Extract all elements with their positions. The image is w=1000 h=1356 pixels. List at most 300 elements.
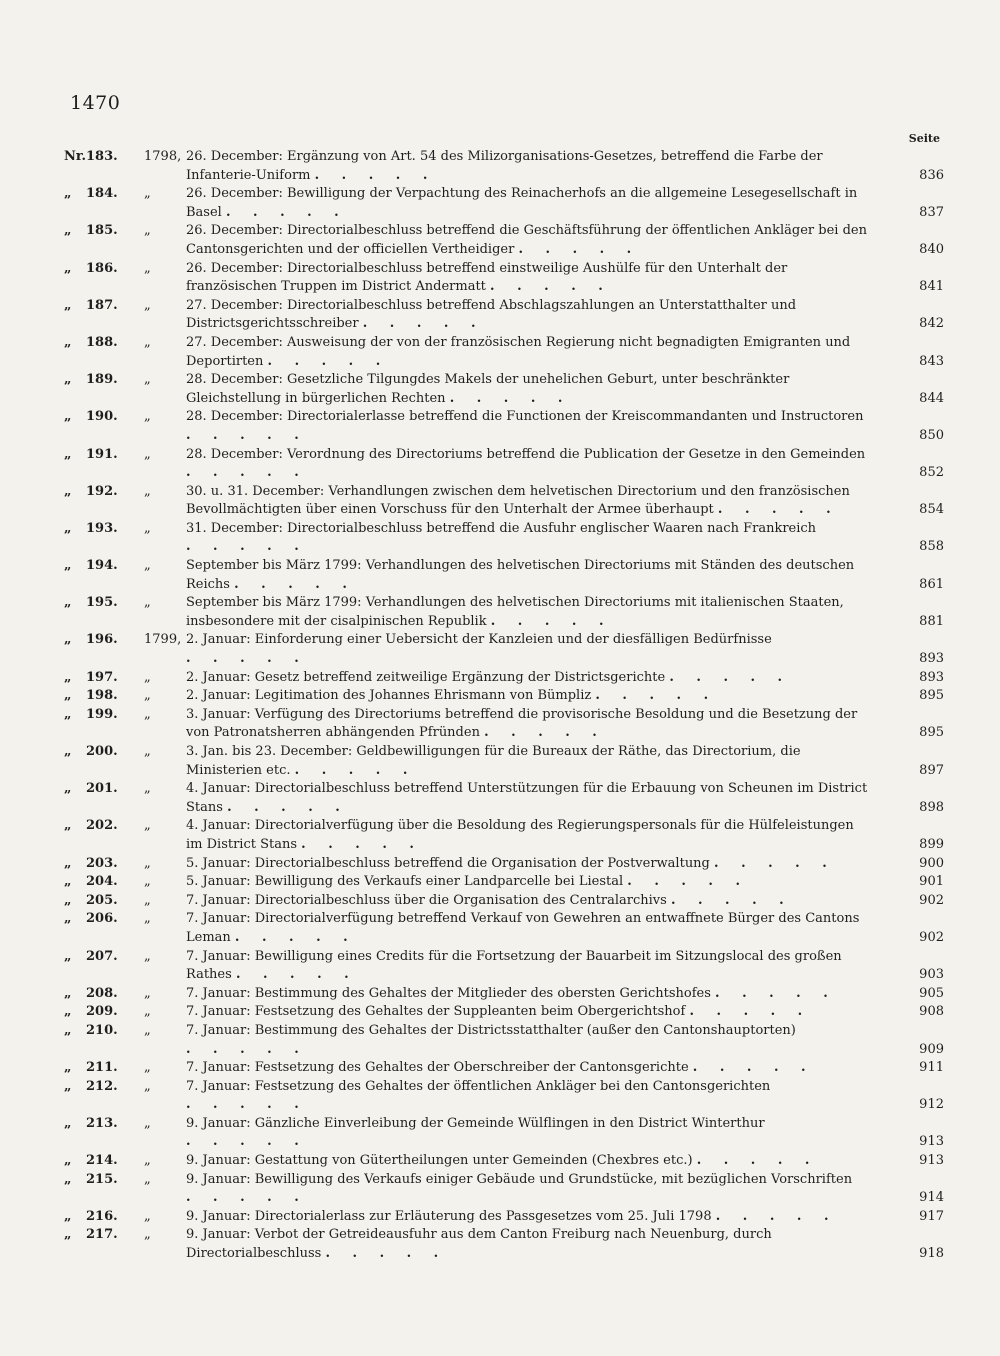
list-item [64, 594, 944, 631]
entry-body [186, 892, 874, 911]
entry-body [186, 408, 874, 445]
entry-title: Verhandlungen des helvetischen Directoriums mit italienischen Staaten, insbesondere mit der cisalpinischen Republik [186, 595, 844, 629]
list-item [64, 631, 944, 668]
entry-page: 905 [919, 985, 944, 1001]
entry-title: Gänzliche Einverleibung der Gemeinde Wülflingen in den District Winterthur [254, 1115, 765, 1131]
entry-number [64, 743, 126, 762]
entry-number-value: 211. [86, 1060, 118, 1076]
entry-number-value: 209. [86, 1004, 118, 1020]
entry-number-value: 190. [86, 409, 118, 425]
entry-title: Directorialbeschluss betreffend die Organisation der Postverwaltung [254, 855, 710, 871]
page-column-header: Seite [908, 132, 940, 145]
entry-year: 1798, [144, 149, 182, 164]
list-item [64, 1226, 944, 1263]
entry-prefix: „ [64, 744, 72, 759]
entry-number [64, 1115, 126, 1134]
entry-year: „ [144, 260, 151, 276]
entry-page: 909 [919, 1041, 944, 1057]
entry-number-value: 198. [86, 688, 118, 704]
entry-number [64, 297, 126, 316]
entry-number-value: 191. [86, 446, 118, 462]
list-item [64, 1059, 944, 1078]
entry-body [186, 855, 874, 874]
list-item [64, 222, 944, 259]
entry-body [186, 1078, 874, 1115]
entry-number [64, 260, 126, 279]
entry-number [64, 483, 126, 502]
entry-page: 898 [919, 799, 944, 815]
entry-year: „ [144, 558, 151, 574]
leader-dots: . . . . . [490, 613, 613, 629]
leader-dots: . . . . . [717, 502, 840, 518]
entry-title: Verordnung des Directoriums betreffend die Publication der Gesetze in den Gemeinden [286, 446, 866, 462]
entry-date: 28. December: [186, 409, 283, 425]
entry-date: 9. Januar: [186, 1227, 251, 1243]
entry-prefix: „ [64, 669, 72, 685]
entry-prefix: „ [64, 855, 72, 871]
entry-prefix: „ [64, 520, 72, 536]
entry-number [64, 1078, 126, 1097]
leader-dots: . . . . . [186, 1097, 308, 1113]
entry-page: 844 [919, 390, 944, 406]
entry-body [186, 1152, 874, 1171]
entry-number [64, 185, 126, 204]
entry-number-value: 194. [86, 558, 118, 574]
entry-page: 842 [919, 316, 944, 332]
entry-year: „ [144, 223, 151, 239]
leader-dots: . . . . . [314, 167, 437, 183]
entry-title: Bestimmung des Gehaltes der Mitglieder des obersten Gerichtshofes [254, 985, 711, 1001]
list-item [64, 408, 944, 445]
entry-date: 28. December: [186, 372, 283, 388]
entry-date: 7. Januar: [186, 1078, 251, 1094]
entry-number-value: 197. [86, 669, 118, 685]
entry-number-value: 199. [86, 706, 118, 722]
entry-year: „ [144, 186, 151, 202]
list-item [64, 669, 944, 688]
entry-title: Bewilligung des Verkaufs einiger Gebäude und Grundstücke, mit bezüglichen Vorschriften [254, 1171, 853, 1187]
entry-year: „ [144, 744, 151, 759]
entry-number [64, 1171, 126, 1190]
entry-date: 27. December: [186, 297, 283, 313]
entry-title: Gesetz betreffend zeitweilige Ergänzung der Districtsgerichte [254, 669, 666, 685]
entry-number [64, 222, 126, 241]
list-item [64, 985, 944, 1004]
entry-body [186, 222, 874, 259]
entry-year: „ [144, 1171, 151, 1187]
entry-title: Directorialerlasse betreffend die Functionen der Kreiscommandanten und Instructoren [286, 409, 864, 425]
list-item [64, 910, 944, 947]
leader-dots: . . . . . [186, 1134, 308, 1150]
entry-prefix: „ [64, 1022, 72, 1038]
entry-number [64, 687, 126, 706]
entry-number-value: 208. [86, 985, 118, 1001]
entry-number-value: 187. [86, 297, 118, 313]
entry-year: „ [144, 483, 151, 499]
entry-number [64, 855, 126, 874]
entry-title: Ergänzung von Art. 54 des Milizorganisations-Gesetzes, betreffend die Farbe der Infanterie-Uniform [186, 149, 823, 183]
entry-page: 854 [919, 502, 944, 518]
entry-title: Verhandlungen zwischen dem helvetischen Directorium und den französischen Bevollmächtigten über einen Vorschuss für den Unterhalt der Armee überhaupt [186, 483, 850, 518]
entry-title: Verbot der Getreideausfuhr aus dem Canton Freiburg nach Neuenburg, durch Directorialbeschluss [186, 1227, 772, 1262]
entry-prefix: „ [64, 260, 72, 276]
entry-page: 897 [919, 762, 944, 778]
list-item [64, 743, 944, 780]
entry-prefix: „ [64, 948, 72, 964]
entry-prefix: „ [64, 1078, 72, 1094]
list-item [64, 520, 944, 557]
entry-prefix: „ [64, 1060, 72, 1076]
entry-number-value: 216. [86, 1208, 118, 1224]
entry-prefix: „ [64, 706, 72, 722]
entry-number-value: 206. [86, 911, 118, 927]
entry-title: Festsetzung des Gehaltes der Suppleanten beim Obergerichtshof [254, 1004, 686, 1020]
entry-number [64, 1003, 126, 1022]
entry-body [186, 520, 874, 557]
entry-prefix: „ [64, 781, 72, 797]
entry-prefix: „ [64, 297, 72, 313]
entry-year: „ [144, 818, 151, 834]
entry-date: 2. Januar: [186, 669, 251, 685]
entry-year: „ [144, 1004, 151, 1020]
entry-prefix: „ [64, 985, 72, 1001]
entry-body [186, 743, 874, 780]
entry-date: 3. Januar: [186, 706, 251, 722]
leader-dots: . . . . . [689, 1004, 812, 1020]
list-item [64, 371, 944, 408]
leader-dots: . . . . . [669, 669, 792, 685]
entry-number-value: 196. [86, 632, 118, 648]
entry-prefix: „ [64, 911, 72, 927]
leader-dots: . . . . . [234, 576, 356, 592]
entry-number [64, 706, 126, 725]
leader-dots: . . . . . [627, 874, 750, 890]
list-item [64, 297, 944, 334]
entry-number-value: 201. [86, 781, 118, 797]
entry-date: 28. December: [186, 446, 283, 462]
entry-prefix: „ [64, 1227, 72, 1243]
leader-dots: . . . . . [234, 929, 357, 945]
entry-body [186, 594, 874, 631]
entry-number [64, 631, 126, 650]
leader-dots: . . . . . [227, 799, 349, 815]
entry-page: 908 [919, 1004, 944, 1020]
leader-dots: . . . . . [186, 651, 308, 667]
entry-number-value: 215. [86, 1171, 118, 1187]
entry-number-value: 213. [86, 1115, 118, 1131]
list-item [64, 1115, 944, 1152]
entry-body [186, 1022, 874, 1059]
list-item [64, 1022, 944, 1059]
entry-page: 840 [919, 241, 944, 257]
entry-date: 4. Januar: [186, 818, 251, 834]
entry-number-value: 195. [86, 595, 118, 611]
entry-prefix: „ [64, 1004, 72, 1020]
list-item [64, 557, 944, 594]
entry-number-value: 204. [86, 874, 118, 890]
entry-year: „ [144, 855, 151, 871]
entry-page: 917 [919, 1208, 944, 1224]
entry-body [186, 669, 874, 688]
entry-page: 861 [919, 576, 944, 592]
entry-year: „ [144, 334, 151, 350]
entry-year: „ [144, 948, 151, 964]
entry-page: 895 [919, 725, 944, 741]
leader-dots: . . . . . [595, 688, 718, 704]
entry-date: 7. Januar: [186, 892, 251, 908]
entry-prefix: „ [64, 1208, 72, 1224]
entry-prefix: „ [64, 446, 72, 462]
leader-dots: . . . . . [225, 204, 348, 220]
entry-date: 2. Januar: [186, 688, 251, 704]
entry-page: 850 [919, 427, 944, 443]
entry-number [64, 1208, 126, 1227]
entry-title: Festsetzung des Gehaltes der Oberschreiber der Cantonsgerichte [254, 1060, 689, 1076]
entry-page: 893 [919, 669, 944, 685]
entry-year: „ [144, 1060, 151, 1076]
entry-year: „ [144, 1078, 151, 1094]
entry-body [186, 1003, 874, 1022]
entry-title: Directorialbeschluss betreffend die Ausfuhr englischer Waaren nach Frankreich [286, 520, 817, 536]
entry-number [64, 408, 126, 427]
entry-year: „ [144, 669, 151, 685]
entry-body [186, 985, 874, 1004]
entry-title: Directorialbeschluss betreffend Abschlagszahlungen an Unterstatthalter und Districtsgerichtsschreiber [186, 297, 797, 332]
entry-title: Directorialbeschluss betreffend die Geschäftsführung der öffentlichen Ankläger bei den Cantonsgerichten und der officiellen Vertheidiger [186, 223, 867, 257]
entry-body [186, 1115, 874, 1152]
entry-title: Directorialbeschluss über die Organisation des Centralarchivs [254, 892, 667, 908]
entry-body [186, 1059, 874, 1078]
entry-year: „ [144, 985, 151, 1001]
leader-dots: . . . . . [518, 241, 641, 257]
entry-prefix: „ [64, 1153, 72, 1169]
entry-year: „ [144, 1208, 151, 1224]
entry-title: Bewilligung eines Credits für die Fortsetzung der Bauarbeit im Sitzungslocal des großen Rathes [186, 948, 842, 983]
entry-number [64, 669, 126, 688]
entry-prefix: „ [64, 595, 72, 611]
entry-prefix: „ [64, 632, 72, 648]
entry-page: 912 [919, 1097, 944, 1113]
entry-number [64, 1059, 126, 1078]
entry-page: 836 [919, 167, 944, 183]
page-number: 1470 [70, 92, 121, 114]
entry-title: Bestimmung des Gehaltes der Districtsstatthalter (außer den Cantonshauptorten) [254, 1022, 796, 1038]
list-item [64, 706, 944, 743]
entry-title: Directorialverfügung über die Besoldung des Regierungspersonals für die Hülfeleistungen im District Stans [186, 818, 854, 852]
entry-year: „ [144, 1227, 151, 1243]
entry-body [186, 148, 874, 185]
entry-year: „ [144, 781, 151, 797]
entry-body [186, 687, 874, 706]
entry-date: 27. December: [186, 334, 283, 350]
entry-title: Geldbewilligungen für die Bureaux der Räthe, das Directorium, die Ministerien etc. [186, 744, 801, 778]
leader-dots: . . . . . [715, 985, 837, 1001]
entry-number-value: 188. [86, 334, 118, 350]
entry-page: 899 [919, 836, 944, 852]
entry-page: 913 [919, 1153, 944, 1169]
entry-body [186, 631, 874, 668]
entry-prefix: „ [64, 1115, 72, 1131]
entry-year: „ [144, 595, 151, 611]
entry-page: 858 [919, 539, 944, 555]
entry-date: 9. Januar: [186, 1115, 251, 1131]
entry-number [64, 1152, 126, 1171]
entry-page: 911 [919, 1060, 944, 1076]
entry-prefix: „ [64, 874, 72, 890]
entry-title: Gesetzliche Tilgungdes Makels der unehelichen Geburt, unter beschränkter Gleichstellung in bürgerlichen Rechten [186, 372, 790, 406]
entry-number [64, 594, 126, 613]
entry-title: Directorialbeschluss betreffend einstweilige Aushülfe für den Unterhalt der französischen Truppen im District Andermatt [186, 260, 788, 295]
entry-date: 7. Januar: [186, 1004, 251, 1020]
entry-body [186, 873, 874, 892]
entry-body [186, 1171, 874, 1208]
entry-page: 893 [919, 651, 944, 667]
list-item [64, 185, 944, 222]
entry-number [64, 892, 126, 911]
leader-dots: . . . . . [235, 967, 358, 983]
entry-prefix: „ [64, 1171, 72, 1187]
list-item [64, 483, 944, 520]
entry-title: Ausweisung der von der französischen Regierung nicht begnadigten Emigranten und Deportirten [186, 334, 851, 369]
entry-date: 9. Januar: [186, 1171, 251, 1187]
entry-body [186, 557, 874, 594]
entry-number-value: 202. [86, 818, 118, 834]
list-item [64, 148, 944, 185]
entry-page: 914 [919, 1190, 944, 1206]
entry-page: 843 [919, 353, 944, 369]
entry-body [186, 1208, 874, 1227]
entry-page: 852 [919, 465, 944, 481]
entry-number-value: 214. [86, 1153, 118, 1169]
entry-prefix: „ [64, 186, 72, 202]
entry-prefix: „ [64, 372, 72, 388]
entry-year: „ [144, 688, 151, 704]
entry-title: Bewilligung der Verpachtung des Reinacherhofs an die allgemeine Lesegesellschaft in Basel [186, 186, 858, 220]
entry-date: 26. December: [186, 223, 283, 239]
entry-year: „ [144, 409, 151, 425]
entry-body [186, 297, 874, 334]
list-item [64, 446, 944, 483]
entry-body [186, 948, 874, 985]
list-item [64, 855, 944, 874]
leader-dots: . . . . . [362, 316, 485, 332]
entry-number [64, 780, 126, 799]
entry-year: „ [144, 297, 151, 313]
entry-date: 7. Januar: [186, 911, 251, 927]
entry-body [186, 1226, 874, 1263]
leader-dots: . . . . . [186, 539, 308, 555]
list-item [64, 948, 944, 985]
entry-number [64, 557, 126, 576]
entry-year: „ [144, 911, 151, 927]
entry-date: 3. Jan. bis 23. December: [186, 744, 353, 759]
entry-number [64, 446, 126, 465]
entry-page: 902 [919, 929, 944, 945]
entry-year: „ [144, 1153, 151, 1169]
entry-date: 7. Januar: [186, 1022, 251, 1038]
leader-dots: . . . . . [301, 836, 423, 852]
entry-date: 5. Januar: [186, 855, 251, 871]
entry-year: „ [144, 706, 151, 722]
entry-number-value: 200. [86, 744, 118, 759]
entry-body [186, 817, 874, 854]
entry-number [64, 1022, 126, 1041]
entry-number-value: 207. [86, 948, 118, 964]
leader-dots: . . . . . [186, 1041, 308, 1057]
entry-body [186, 483, 874, 520]
entry-date: 9. Januar: [186, 1153, 251, 1169]
entry-date: 7. Januar: [186, 1060, 251, 1076]
entry-page: 895 [919, 688, 944, 704]
entry-body [186, 260, 874, 297]
entry-number [64, 371, 126, 390]
entry-year: „ [144, 520, 151, 536]
entry-page: 903 [919, 967, 944, 983]
entry-number [64, 873, 126, 892]
entry-title: Gestattung von Gütertheilungen unter Gemeinden (Chexbres etc.) [254, 1153, 693, 1169]
entry-title: Festsetzung des Gehaltes der öffentlichen Ankläger bei den Cantonsgerichten [254, 1078, 771, 1094]
leader-dots: . . . . . [186, 465, 308, 481]
entry-date: 26. December: [186, 260, 283, 276]
entry-number-value: 193. [86, 520, 118, 536]
entry-number-value: 205. [86, 892, 118, 908]
entry-year: „ [144, 372, 151, 388]
entry-number-value: 184. [86, 186, 118, 202]
leader-dots: . . . . . [186, 427, 308, 443]
list-item [64, 260, 944, 297]
entry-number-value: 183. [86, 149, 118, 164]
leader-dots: . . . . . [267, 353, 390, 369]
entry-title: Directorialbeschluss betreffend Unterstützungen für die Erbauung von Scheunen im District Stans [186, 781, 868, 815]
entry-number [64, 1226, 126, 1245]
entry-year: „ [144, 446, 151, 462]
entry-page: 918 [919, 1246, 944, 1262]
entry-body [186, 706, 874, 743]
leader-dots: . . . . . [692, 1060, 815, 1076]
entry-page: 902 [919, 892, 944, 908]
list-item [64, 1152, 944, 1171]
entry-date: 2. Januar: [186, 632, 251, 648]
entry-number [64, 985, 126, 1004]
entry-number [64, 910, 126, 929]
leader-dots: . . . . . [670, 892, 793, 908]
entry-year: „ [144, 1115, 151, 1131]
entry-title: Einforderung einer Uebersicht der Kanzleien und der diesfälligen Bedürfnisse [254, 632, 772, 648]
entry-body [186, 185, 874, 222]
entry-page: 901 [919, 874, 944, 890]
entry-title: Verfügung des Directoriums betreffend die provisorische Besoldung und die Besetzung der von Patronatsherren abhängenden Pfründen [186, 706, 858, 741]
entry-body [186, 371, 874, 408]
entry-number [64, 817, 126, 836]
entry-year: „ [144, 874, 151, 890]
entry-body [186, 334, 874, 371]
leader-dots: . . . . . [696, 1153, 819, 1169]
leader-dots: . . . . . [186, 1190, 308, 1206]
entry-title: Legitimation des Johannes Ehrismann von Bümpliz [254, 688, 592, 704]
entry-number-value: 203. [86, 855, 118, 871]
entry-date: 5. Januar: [186, 874, 251, 890]
entry-prefix: „ [64, 483, 72, 499]
entry-date: 9. Januar: [186, 1208, 251, 1224]
leader-dots: . . . . . [484, 725, 606, 741]
entry-page: 900 [919, 855, 944, 871]
entry-date: September bis März 1799: [186, 558, 362, 574]
entry-title: Directorialverfügung betreffend Verkauf von Gewehren an entwaffnete Bürger des Cantons Leman [186, 911, 860, 945]
leader-dots: . . . . . [715, 1208, 838, 1224]
entry-body [186, 446, 874, 483]
entry-title: Bewilligung des Verkaufs einer Landparcelle bei Liestal [254, 874, 624, 890]
list-item [64, 892, 944, 911]
